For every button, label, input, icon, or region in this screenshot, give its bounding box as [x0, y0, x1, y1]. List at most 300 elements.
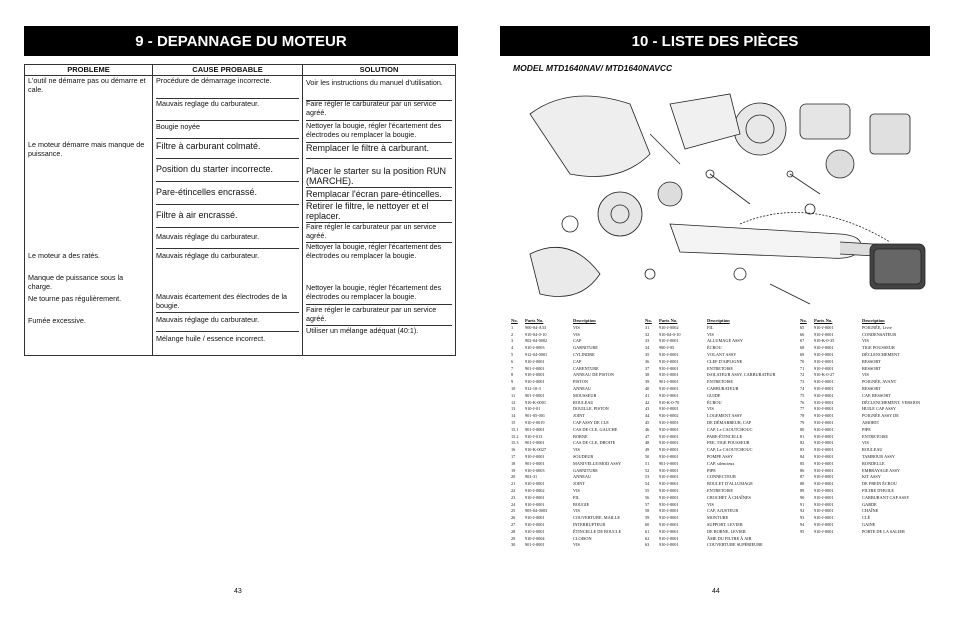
solution-cell: Placer le starter su la position RUN (MARCHE). [306, 166, 452, 188]
part-description: CLEF D'AIPLIGNE [707, 358, 743, 364]
part-number: 910-J-0001 [659, 542, 679, 548]
part-number-index: 46 [645, 426, 650, 432]
part-number: 910-J-0001 [525, 501, 545, 507]
part-number: 910-J-0001 [525, 494, 545, 500]
part-description: ÉTINCELLE DE BOUCLE [573, 528, 622, 534]
part-number: 910-J-0001 [814, 399, 834, 405]
part-number: 901-J-0001 [525, 392, 545, 398]
part-number-index: 54 [645, 481, 650, 487]
parts-row [800, 495, 930, 502]
parts-row [645, 379, 775, 386]
parts-row [511, 406, 641, 413]
part-number: 910-04-0-10 [525, 331, 547, 337]
part-description: ANNEAU [573, 474, 592, 480]
cause-cell: Mélange huile / essence incorrect. [156, 334, 266, 343]
part-number: 901-J-0001 [525, 440, 545, 446]
part-description: VIS [707, 501, 714, 507]
part-number-index: 62 [645, 535, 650, 541]
part-number-index: 78 [800, 413, 805, 419]
parts-row [511, 345, 641, 352]
parts-row [800, 413, 930, 420]
parts-row [800, 372, 930, 379]
parts-row [645, 481, 775, 488]
part-number: 910-J-0001 [814, 515, 834, 521]
parts-row [511, 542, 641, 549]
part-number-index: 68 [800, 345, 805, 351]
part-number: 910-J-0001 [814, 426, 834, 432]
part-description: HUILE CAP ASSY [862, 406, 896, 412]
part-number: 910-J-0001 [525, 481, 545, 487]
part-number-index: 45 [645, 419, 650, 425]
solution-cell: Utiliser un mélange adéquat (40:1). [306, 326, 419, 335]
solution-cell: Voir les instructions du manuel d'utilisation. [306, 79, 452, 101]
parts-row [645, 522, 775, 529]
part-number-index: 24 [511, 501, 516, 507]
part-description: PARE-ÉTINCELLE [707, 433, 743, 439]
solution-header: SOLUTION [303, 65, 455, 76]
part-description: ÉCROU [707, 345, 722, 351]
parts-row [800, 332, 930, 339]
part-number: 910-J-0001 [659, 358, 679, 364]
part-number-index: 4 [511, 345, 514, 351]
parts-row [645, 468, 775, 475]
parts-row [800, 393, 930, 400]
parts-row [800, 420, 930, 427]
part-number-index: 59 [645, 515, 650, 521]
parts-row [645, 400, 775, 407]
parts-row [645, 413, 775, 420]
part-description: VIS [862, 440, 869, 446]
solution-column [303, 65, 455, 355]
part-description: VIS [573, 487, 580, 493]
part-number-index: 86 [800, 467, 805, 473]
solution-cell: Remplacar l'écran pare-étincelles. [306, 189, 452, 201]
part-description: ENTRETOISE [707, 365, 733, 371]
part-number: 910-J-01 [525, 406, 541, 412]
parts-row [800, 481, 930, 488]
part-description: DÉCLENCHEMENT, VERSION [862, 399, 921, 405]
part-number: 910-J-0001 [814, 392, 834, 398]
section-title-troubleshooting: 9 - DEPANNAGE DU MOTEUR [24, 26, 458, 56]
part-number: 901-J-0001 [659, 379, 679, 385]
section-title-parts-list: 10 - LISTE DES PIÈCES [500, 26, 930, 56]
part-number: 910-J-0001 [814, 447, 834, 453]
part-number: 910-04-0-10 [659, 331, 681, 337]
part-description: PIPE [862, 426, 871, 432]
parts-row [511, 413, 641, 420]
part-description: POIGNÉE, Livre [862, 324, 892, 330]
parts-row [645, 488, 775, 495]
part-number-index: 80 [800, 426, 805, 432]
parts-row [645, 366, 775, 373]
parts-list-col1 [511, 318, 641, 549]
part-number-index: 70 [800, 358, 805, 364]
parts-row [800, 440, 930, 447]
part-number-index: 11 [511, 392, 516, 398]
part-number: 910-J-0001 [814, 406, 834, 412]
parts-row [800, 474, 930, 481]
part-number: 910-J-0001 [814, 521, 834, 527]
page-number-right: 44 [712, 588, 720, 595]
part-description: PIPE [707, 467, 716, 473]
part-number: 910-J-0001 [525, 358, 545, 364]
parts-row [645, 386, 775, 393]
part-number-index: 84 [800, 453, 805, 459]
part-description: CARBURATEUR [707, 385, 739, 391]
parts-row [511, 352, 641, 359]
part-number: 910-J-0001 [814, 501, 834, 507]
part-number-index: 9 [511, 379, 514, 385]
parts-row [800, 427, 930, 434]
problem-cell: Le moteur démarre mais manque de puissance. [28, 140, 145, 158]
part-description: GARDE [862, 501, 877, 507]
part-description: ANNEAU [573, 385, 592, 391]
part-description: CARENTURE [573, 365, 599, 371]
part-number-index: 56 [645, 494, 650, 500]
part-number: 910-J-0001 [659, 481, 679, 487]
part-number-index: 14 [511, 413, 516, 419]
part-number: 902-31 [525, 474, 538, 480]
parts-row [800, 468, 930, 475]
parts-row [645, 515, 775, 522]
part-description: ENTRETOISE [707, 379, 733, 385]
cause-column [153, 65, 303, 355]
part-number-index: 22 [511, 487, 516, 493]
solution-cell: Nettoyer la bougie, régler l'écartement des électrodes ou remplacer la bougie. [306, 284, 452, 305]
part-number: 910-J-0001 [659, 392, 679, 398]
parts-row [511, 427, 641, 434]
part-description: VIS [707, 406, 714, 412]
part-number: 910-J-0001 [659, 338, 679, 344]
part-number: 910-J-0001 [659, 426, 679, 432]
cause-cell: Mauvais reglage du carburateur. [156, 100, 299, 121]
parts-row [511, 393, 641, 400]
part-number-index: 32 [645, 331, 650, 337]
troubleshooting-table [24, 64, 456, 356]
parts-row [645, 502, 775, 509]
part-description: CAP [573, 358, 582, 364]
part-description: PISTON [573, 379, 588, 385]
part-description: COUVERTURE, MAILLE [573, 515, 621, 521]
part-description: ALLUMAGE ASSY [707, 338, 743, 344]
part-number: 910-J-0001 [814, 467, 834, 473]
part-number-index: 25 [511, 508, 516, 514]
parts-row [511, 440, 641, 447]
part-description: INTERRUPTEUR [573, 521, 606, 527]
part-number: 910-J-0001 [814, 365, 834, 371]
part-number: 910-J-0003 [525, 345, 545, 351]
part-number-index: 90 [800, 494, 805, 500]
part-number: 901-J-0001 [659, 460, 679, 466]
part-number-index: 20 [511, 474, 516, 480]
part-description: VIS [573, 542, 580, 548]
part-description: ISOLATEUR ASSY, CARBURATEUR [707, 372, 775, 378]
part-number-index: 23 [511, 494, 516, 500]
part-number-index: 40 [645, 385, 650, 391]
part-description: FILTRE D'HUILE [862, 487, 895, 493]
part-number-index: 18 [511, 460, 516, 466]
part-description: CLOISON [573, 535, 592, 541]
part-number-index: 1 [511, 324, 514, 330]
part-description: GAINE [862, 521, 876, 527]
part-number: 901-J-0001 [525, 426, 545, 432]
part-number-index: 39 [645, 379, 650, 385]
part-description: JOINT [573, 413, 585, 419]
part-description: ENTRETOISE [707, 487, 733, 493]
parts-row [800, 366, 930, 373]
part-number-index: 55 [645, 487, 650, 493]
part-number: 910-J-0001 [659, 528, 679, 534]
part-number-index: 15.2 [511, 433, 519, 439]
problem-cell: Le moteur a des ratés. [28, 251, 100, 260]
parts-row [645, 508, 775, 515]
part-description: VOLANT ASSY [707, 351, 737, 357]
part-number-index: 16 [511, 447, 516, 453]
parts-row [645, 474, 775, 481]
part-number-index: 19 [511, 467, 516, 473]
parts-row [645, 440, 775, 447]
part-description: SOUDEUR [573, 453, 594, 459]
parts-row [645, 359, 775, 366]
part-number: 910-J-0001 [659, 372, 679, 378]
part-number-index: 35 [645, 351, 650, 357]
part-description: CAP, silencieux [707, 460, 735, 466]
parts-row [645, 352, 775, 359]
problem-cell: L'outil ne démarre pas ou démarre et cale. [28, 76, 146, 94]
parts-row [645, 454, 775, 461]
part-number-index: 28 [511, 528, 516, 534]
parts-list-col2 [645, 318, 775, 549]
part-description: VIS [573, 331, 580, 337]
part-number: 910-J-0001 [814, 351, 834, 357]
part-description: CAS DE CLE, DROITE [573, 440, 616, 446]
part-number: 910-J-0001 [814, 481, 834, 487]
part-number: 910-J-0001 [814, 508, 834, 514]
part-description: CARBURANT CAP ASSY [862, 494, 910, 500]
list-header: No. Parts No. Description [800, 318, 885, 323]
parts-row [800, 447, 930, 454]
parts-row [645, 345, 775, 352]
part-description: DE FREIN ÉCROU [862, 481, 897, 487]
part-number: 910-J-0001 [659, 494, 679, 500]
part-number-index: 47 [645, 433, 650, 439]
solution-cell: Faire régler le carburateur par un service agréé. [306, 306, 452, 326]
parts-row [645, 372, 775, 379]
part-number-index: 10 [511, 385, 516, 391]
part-number: 910-K-0-35 [814, 338, 835, 344]
parts-row [645, 393, 775, 400]
parts-row [645, 338, 775, 345]
parts-row [645, 461, 775, 468]
part-description: ÂME DU FILTRE À AIR [707, 535, 752, 541]
part-number: 910-J-0001 [814, 419, 834, 425]
parts-row [511, 338, 641, 345]
cause-cell: Pare-étincelles encrassé. [156, 187, 299, 205]
part-description: BOULET D'ALLUMAGE [707, 481, 753, 487]
part-number-index: 92 [800, 508, 805, 514]
part-number-index: 3 [511, 338, 514, 344]
part-number-index: 79 [800, 419, 805, 425]
parts-row [800, 338, 930, 345]
part-number-index: 95 [800, 528, 805, 534]
parts-row [645, 427, 775, 434]
part-number-index: 26 [511, 515, 516, 521]
part-description: CYLINDRE [573, 351, 595, 357]
part-number: 910-J-0001 [659, 351, 679, 357]
part-number-index: 66 [800, 331, 805, 337]
part-description: VIS [862, 338, 869, 344]
part-description: RESSORT [862, 358, 881, 364]
list-header: No. Parts No. Description [645, 318, 730, 323]
part-number-index: 93 [800, 515, 805, 521]
part-description: MOUSSEUR [573, 392, 597, 398]
part-number: 910-J-0019 [525, 419, 545, 425]
parts-row [511, 536, 641, 543]
part-description: VIS [707, 331, 714, 337]
part-number: 901-05-001 [525, 413, 546, 419]
part-description: CONNECTEUR [707, 474, 736, 480]
parts-row [511, 488, 641, 495]
parts-row [511, 454, 641, 461]
part-number: 910-J-0001 [814, 487, 834, 493]
part-number: 910-J-0001 [814, 345, 834, 351]
part-number: 900-J-05 [659, 345, 675, 351]
part-number: 910-J-0001 [814, 358, 834, 364]
part-description: POMPE ASSY [707, 453, 734, 459]
parts-row [511, 420, 641, 427]
parts-row [800, 379, 930, 386]
part-number: 910-J-0001 [525, 453, 545, 459]
list-header: No. Parts No. Description [511, 318, 596, 323]
parts-row [511, 386, 641, 393]
part-number: 902-04-0002 [525, 338, 548, 344]
parts-row [511, 400, 641, 407]
parts-row [511, 332, 641, 339]
part-description: CAP, Le CAOUTCHOUC [707, 426, 753, 432]
part-number-index: 41 [645, 392, 650, 398]
part-number-index: 65 [800, 324, 805, 330]
part-number: 905-04-0003 [525, 508, 548, 514]
part-number: 910-K-0-27 [814, 372, 835, 378]
cause-cell: Mauvais réglage du carburateur. [156, 233, 299, 249]
part-number: 910-J-0001 [814, 324, 834, 330]
part-number: 910-J-0001 [525, 521, 545, 527]
part-description: MONTURE [707, 515, 729, 521]
part-number-index: 15.1 [511, 426, 519, 432]
part-number: 910-K-0001 [525, 399, 547, 405]
part-description: CAP, Le CAOUTCHOUC [707, 447, 753, 453]
part-description: CROCHET À CHAÎNES [707, 494, 751, 500]
part-description: VIS [573, 447, 580, 453]
part-number: 910-J-0001 [814, 494, 834, 500]
parts-row [645, 420, 775, 427]
part-number-index: 12 [511, 399, 516, 405]
parts-row [800, 406, 930, 413]
part-number: 910-J-0001 [814, 379, 834, 385]
part-number: 910-J-0001 [659, 365, 679, 371]
part-description: CAP, AJUSTEUR [707, 508, 739, 514]
part-description: BORNE [573, 433, 588, 439]
parts-row [800, 400, 930, 407]
cause-cell: Mauvais réglage du carburateur. [156, 251, 260, 260]
cause-header: CAUSE PROBABLE [153, 65, 302, 76]
part-number: 910-J-0001 [659, 385, 679, 391]
part-number-index: 34 [645, 345, 650, 351]
part-number: 910-J-0001 [525, 515, 545, 521]
parts-row [800, 359, 930, 366]
part-description: GARNITURE [573, 345, 598, 351]
parts-row [511, 379, 641, 386]
part-number-index: 51 [645, 460, 650, 466]
part-number-index: 88 [800, 481, 805, 487]
part-number: 910-J-0001 [814, 433, 834, 439]
part-number-index: 67 [800, 338, 805, 344]
parts-row [800, 434, 930, 441]
part-number: 910-J-0001 [525, 528, 545, 534]
part-number-index: 60 [645, 521, 650, 527]
parts-row [645, 325, 775, 332]
part-number-index: 31 [645, 324, 650, 330]
parts-row [645, 447, 775, 454]
part-description: CAP, RESSORT [862, 392, 891, 398]
parts-row [511, 529, 641, 536]
part-description: DE DÉMARREUR, CAP [707, 419, 752, 425]
parts-row [645, 542, 775, 549]
part-number-index: 49 [645, 447, 650, 453]
solution-cell: Faire régler le carburateur par un service agréé. [306, 223, 452, 243]
part-number: 912-04-0001 [525, 351, 548, 357]
parts-row [511, 481, 641, 488]
part-number-index: 8 [511, 372, 514, 378]
part-description: DE BORNE, LEVIER [707, 528, 746, 534]
parts-row [511, 522, 641, 529]
part-number-index: 30 [511, 542, 516, 548]
part-number-index: 72 [800, 372, 805, 378]
problem-cell: Ne tourne pas régulièrement. [28, 294, 122, 303]
parts-row [511, 474, 641, 481]
part-number: 910-J-0001 [659, 440, 679, 446]
part-description: JOINT [573, 481, 585, 487]
part-number: 910-J-0001 [659, 501, 679, 507]
part-number-index: 73 [800, 379, 805, 385]
parts-row [645, 406, 775, 413]
parts-row [645, 434, 775, 441]
parts-row [800, 454, 930, 461]
part-description: FEE, TIGE POUSSEUR [707, 440, 750, 446]
part-number-index: 7 [511, 365, 514, 371]
parts-row [800, 508, 930, 515]
solution-cell: Retirer le filtre, le nettoyer et el replacer. [306, 201, 452, 223]
part-number: 910-J-0004 [525, 535, 545, 541]
part-number-index: 13 [511, 406, 516, 412]
cause-cell: Mauvais réglage du carburateur. [156, 316, 299, 332]
part-description: DÉCLENCHEMENT [862, 351, 900, 357]
parts-row [800, 502, 930, 509]
parts-row [800, 515, 930, 522]
part-number-index: 52 [645, 467, 650, 473]
part-description: CAS DE CLE, GAUCHE [573, 426, 618, 432]
part-number: 910-J-0001 [814, 528, 834, 534]
part-number-index: 74 [800, 385, 805, 391]
part-number-index: 69 [800, 351, 805, 357]
part-number: 910-J-0001 [659, 508, 679, 514]
part-number-index: 36 [645, 358, 650, 364]
part-description: CHAÎNE [862, 508, 879, 514]
part-description: BOUGIE [573, 501, 590, 507]
part-description: LOGEMENT ASSY [707, 413, 743, 419]
parts-row [645, 495, 775, 502]
part-number: 910-J-0002 [525, 487, 545, 493]
